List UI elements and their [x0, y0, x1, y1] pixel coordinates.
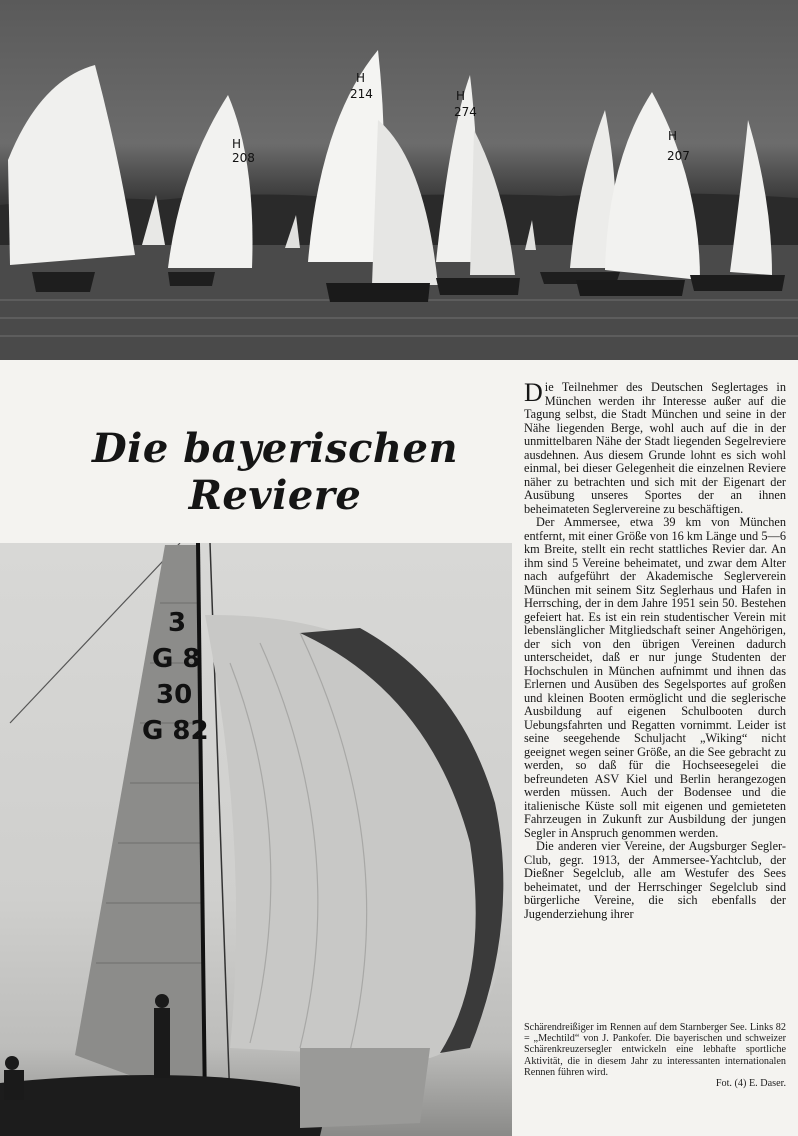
sail-mark-3: 3: [168, 608, 187, 638]
article-paragraph-3: Die anderen vier Vereine, der Augsburger Segler-Club, gegr. 1913, der Ammersee-Yachtclub, der Dießner Segelclub, alle am Westufer des Sees beheimatet, und der Herrschinger Segelclub sind bürgerliche Vereine, die sich ebenfalls der Jugenderziehung ihrer: [524, 839, 786, 921]
svg-text:214: 214: [350, 87, 373, 101]
top-sailboats-photo: [0, 0, 798, 360]
sailboats-photo-icon: [0, 0, 798, 360]
drop-cap: D: [524, 378, 543, 407]
sail-number-h214: H: [356, 71, 366, 85]
article-title: Die bayerischen Reviere: [91, 425, 459, 519]
sail-number-h208: H: [232, 137, 242, 151]
article-paragraph-2: Der Ammersee, etwa 39 km von München entfernt, mit einer Größe von 16 km Länge und 5—6 km Breite, stellt ein recht stattliches Revier dar. An ihm sind 5 Vereine beheimatet, und zwar dem Alter nach aufgeführt der Akademische Seglerverein München mit seinem Sitz Seglerhaus und Hafen in Herrsching, der in dem Jahre 1951 sein 50. Bestehen gefeiert hat. Es ist ein rein studentischer Verein mit lebenslänglicher Mitgliedschaft seiner Angehörigen, der sich von den übrigen Vereinen dadurch unterscheidet, daß er nur junge Studenten der Hochschulen in München aufnimmt und ihnen das Erlernen und Ausüben des Segelsportes auf großen und kleinen Booten ermöglicht und die seglerische Ausbildung auf eigenen Schulbooten durch Uebungsfahrten und Regatten vornimmt. Leider ist seine seegehende Schuljacht „Wiking“ nicht geeignet wegen seiner Größe, an die See gebracht zu werden, so daß für die Hochseesegelei die befreundeten ASV Kiel und Berlin herangezogen werden müssen. Auch der Bodensee und die italienische Küste soll mit eigenen und gemieteten Fahrzeugen in Zukunft zur Ausbildung der jungen Segler in Anspruch genommen werden.: [524, 515, 786, 840]
svg-text:274: 274: [454, 105, 477, 119]
sail-mark-g8: G 8: [152, 644, 201, 674]
sail-mark-30: 30: [156, 680, 193, 710]
bottom-spinnaker-photo: [0, 543, 512, 1136]
sail-number-h207: H: [668, 129, 678, 143]
article-paragraph-1: Die Teilnehmer des Deutschen Seglertages in München werden ihr Interesse außer auf die Tagung selbst, die Stadt München und seine in der Nähe liegenden Berge, wohl auch auf die in der unmittelbaren Nähe der Stadt liegenden Segelreviere ausdehnen. Aus diesem Grunde lohnt es sich wohl einmal, bei dieser Gelegenheit die einzelnen Reviere näher zu betrachten und sich mit der Eigenart der Ausübung unseres Sportes der an ihnen beheimateten Seglervereine zu beschäftigen.: [524, 378, 786, 516]
photo-caption: [524, 1022, 786, 1089]
svg-text:207: 207: [667, 149, 690, 163]
sail-mark-g82: G 82: [142, 716, 209, 746]
caption-text: Schärendreißiger im Rennen auf dem Starnberger See. Links 82 = „Mechtild“ von J. Pankofer. Die bayerischen und schweizer Schärenkreuzersegler entwickeln eine lebhafte sportliche Aktivität, die in diesem Jahr zu interessanten internationalen Rennen führen wird.: [524, 1022, 786, 1078]
article-body: [524, 378, 786, 921]
title-block: [40, 425, 510, 558]
spinnaker-sailboat-photo-icon: [0, 543, 512, 1136]
sail-number-h274: H: [456, 89, 466, 103]
svg-text:208: 208: [232, 151, 255, 165]
photo-credit: Fot. (4) E. Daser.: [715, 1078, 786, 1090]
